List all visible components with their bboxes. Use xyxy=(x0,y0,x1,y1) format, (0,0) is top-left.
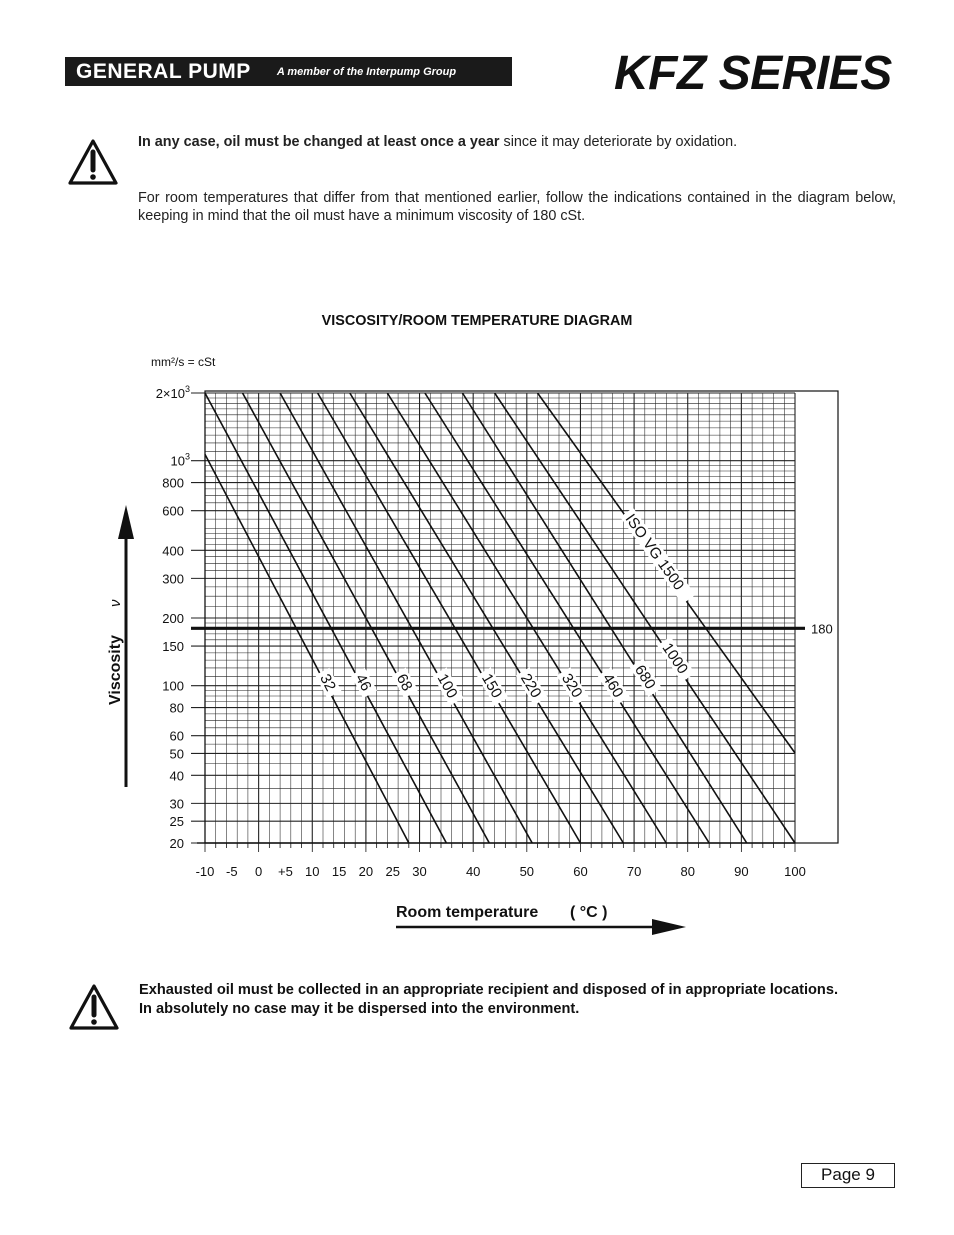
x-tick-label: 70 xyxy=(626,864,642,879)
warning-triangle-icon xyxy=(68,983,120,1031)
y-tick-label: 20 xyxy=(169,836,184,851)
series-label-32: 32 xyxy=(316,671,339,694)
disposal-notice-line-1: Exhausted oil must be collected in an appropriate recipient and disposed of in appropriate locations. xyxy=(139,982,839,998)
viscosity-notice: For room temperatures that differ from that mentioned earlier, follow the indications contained in the diagram below, keeping in mind that the oil must have a minimum viscosity of 180 cSt. xyxy=(138,190,896,224)
series-label-680: 680 xyxy=(631,662,659,693)
x-tick-label: -5 xyxy=(226,864,238,879)
y-tick-label: 100 xyxy=(162,678,184,694)
y-tick-sup: 3 xyxy=(184,451,190,462)
y-tick-labels xyxy=(156,384,190,851)
series-title: KFZ SERIES xyxy=(614,47,892,100)
series-label-220: 220 xyxy=(516,670,545,701)
x-tick-label: 20 xyxy=(358,864,374,879)
viscosity-chart xyxy=(100,345,845,945)
y-tick-label: 200 xyxy=(162,611,184,626)
x-tick-label: 25 xyxy=(385,864,400,879)
y-axis-label: Viscosity xyxy=(107,635,124,705)
y-tick-label: 30 xyxy=(169,796,184,812)
y-tick-label: 800 xyxy=(162,475,184,491)
reference-line-label: 180 xyxy=(811,621,833,637)
x-tick-label: 50 xyxy=(519,864,535,879)
x-tick-label: 15 xyxy=(331,864,347,879)
oil-change-text: since it may deteriorate by oxidation. xyxy=(499,134,738,150)
series-label-46: 46 xyxy=(351,671,375,694)
y-tick-label: 600 xyxy=(162,503,184,519)
diagram-title: VISCOSITY/ROOM TEMPERATURE DIAGRAM xyxy=(321,313,633,329)
brand-bar xyxy=(65,57,512,86)
x-tick-label: 80 xyxy=(680,864,695,879)
x-tick-label: 90 xyxy=(734,864,749,879)
x-tick-label: 60 xyxy=(573,864,588,879)
x-tick-label: -10 xyxy=(195,864,215,879)
y-tick-label: 60 xyxy=(169,728,184,744)
series-label-460: 460 xyxy=(598,670,627,701)
y-axis-symbol: ν xyxy=(107,599,124,607)
oil-change-bold: In any case, oil must be changed at least once a year xyxy=(138,134,500,150)
unit-label: mm²/s = cSt xyxy=(151,355,216,369)
y-axis-arrow-head xyxy=(118,505,134,539)
brand-tagline: A member of the Interpump Group xyxy=(276,65,457,78)
series-label-1000: 1000 xyxy=(658,640,692,678)
x-tick-label: 100 xyxy=(784,864,806,879)
series-label-100: 100 xyxy=(433,671,461,702)
x-axis-label: Room temperature xyxy=(396,904,539,921)
y-tick-label: $10^3$ xyxy=(170,451,190,469)
brand-name: GENERAL PUMP xyxy=(76,59,251,83)
y-tick-label: $2\times 10^3$ xyxy=(155,384,190,401)
y-tick-sup: 3 xyxy=(184,384,190,394)
series-label-150: 150 xyxy=(477,670,506,702)
x-tick-label: 0 xyxy=(255,864,263,879)
y-tick-label: 400 xyxy=(162,543,184,559)
y-tick-label: 300 xyxy=(162,571,184,587)
x-axis-unit: ( °C ) xyxy=(570,904,608,921)
series-label-320: 320 xyxy=(557,670,586,701)
y-tick-label: 80 xyxy=(169,700,184,716)
disposal-notice-line-2: In absolutely no case may it be dispersed into the environment. xyxy=(139,1001,580,1017)
y-tick-label: 150 xyxy=(162,639,184,655)
oil-change-notice xyxy=(138,133,896,151)
series-label-68: 68 xyxy=(392,671,416,694)
y-tick-label: 50 xyxy=(169,746,184,762)
x-tick-label: +5 xyxy=(278,864,293,879)
x-tick-label: 10 xyxy=(305,864,320,879)
series-label-1500: ISO VG 1500 xyxy=(621,510,688,594)
series-line-32 xyxy=(205,454,409,843)
warning-triangle-icon xyxy=(67,138,119,186)
x-axis-arrow-head xyxy=(652,919,686,935)
vertical-grid xyxy=(197,393,795,852)
x-tick-label: 40 xyxy=(465,864,481,879)
y-tick-label: 25 xyxy=(169,814,184,830)
x-tick-labels xyxy=(196,864,806,879)
x-tick-label: 30 xyxy=(412,864,427,879)
y-tick-label: 40 xyxy=(169,768,184,784)
page-number: Page 9 xyxy=(801,1163,895,1188)
